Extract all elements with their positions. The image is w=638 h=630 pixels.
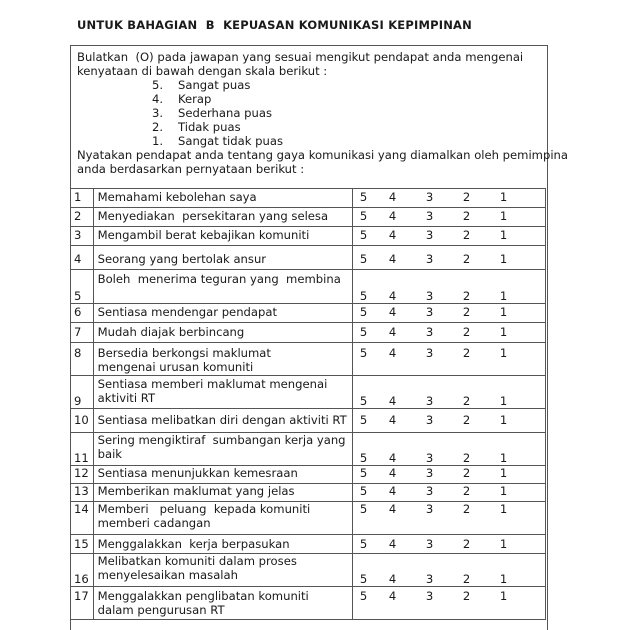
statement-line: Bersedia berkongsi maklumat (97, 346, 271, 360)
statement-line: Menggalakkan penglibatan komuniti (97, 589, 309, 603)
table-row (71, 304, 546, 323)
item-number: 9 (71, 376, 94, 409)
table-row (71, 535, 546, 554)
score-option[interactable]: 3 (425, 305, 434, 319)
statement-line: dalam pengurusan RT (97, 603, 225, 617)
score-option[interactable]: 2 (462, 209, 471, 223)
table-row (71, 227, 546, 246)
scale-legend (77, 78, 543, 148)
statement-line: Sering mengiktiraf sumbangan kerja yang (97, 433, 346, 447)
score-option[interactable]: 1 (499, 325, 508, 339)
score-option[interactable]: 3 (425, 190, 434, 204)
score-option[interactable]: 1 (499, 346, 508, 360)
score-option[interactable]: 5 (359, 502, 368, 516)
score-option[interactable]: 1 (499, 190, 508, 204)
item-number: 4 (71, 246, 94, 270)
statement-line: Sentiasa menunjukkan kemesraan (97, 466, 298, 480)
statement-line: Mudah diajak berbincang (97, 325, 245, 339)
page-title: UNTUK BAHAGIAN B KEPUASAN KOMUNIKASI KEPIMPINAN (77, 18, 472, 32)
score-option[interactable]: 4 (388, 451, 397, 465)
item-statement (93, 304, 352, 323)
score-option[interactable]: 5 (359, 484, 368, 498)
item-statement (93, 270, 352, 304)
score-option[interactable]: 5 (359, 209, 368, 223)
score-options (353, 376, 546, 409)
table-row (71, 270, 546, 304)
score-option[interactable]: 5 (359, 252, 368, 266)
scale-item: 5. Sangat puas (152, 78, 251, 92)
questionnaire-box (70, 45, 569, 630)
item-statement (93, 484, 352, 502)
score-option[interactable]: 5 (359, 394, 368, 408)
table-row (71, 554, 546, 587)
score-option[interactable]: 2 (462, 305, 471, 319)
statement-line: Menggalakkan kerja berpasukan (97, 537, 290, 551)
item-number: 3 (71, 227, 94, 246)
score-option[interactable]: 5 (359, 413, 368, 427)
score-option[interactable]: 3 (425, 289, 434, 303)
score-option[interactable]: 4 (388, 466, 397, 480)
item-statement (93, 433, 352, 466)
statement-line: aktiviti RT (97, 391, 156, 405)
item-number: 10 (71, 409, 94, 433)
score-option[interactable]: 3 (425, 589, 434, 603)
score-options (353, 323, 546, 343)
score-option[interactable]: 1 (499, 484, 508, 498)
score-option[interactable]: 4 (388, 537, 397, 551)
score-option[interactable]: 1 (499, 394, 508, 408)
item-number: 5 (71, 270, 94, 304)
score-options (353, 227, 546, 246)
score-option[interactable]: 3 (425, 394, 434, 408)
score-option[interactable]: 3 (425, 466, 434, 480)
score-option[interactable]: 4 (388, 484, 397, 498)
table-row (71, 246, 546, 270)
item-statement (93, 554, 352, 587)
score-option[interactable]: 5 (359, 537, 368, 551)
score-option[interactable]: 3 (425, 325, 434, 339)
score-option[interactable]: 5 (359, 305, 368, 319)
statement-line: Memberi peluang kepada komuniti (97, 502, 311, 516)
item-number: 7 (71, 323, 94, 343)
instruction-line: kenyataan di bawah dengan skala berikut : (77, 64, 328, 78)
score-option[interactable]: 4 (388, 325, 397, 339)
scale-item: 1. Sangat tidak puas (152, 134, 283, 148)
score-options (353, 270, 546, 304)
table-row (71, 409, 546, 433)
score-options (353, 535, 546, 554)
score-option[interactable]: 3 (425, 484, 434, 498)
item-number: 1 (71, 189, 94, 208)
score-options (353, 208, 546, 227)
item-number: 16 (71, 554, 94, 587)
score-option[interactable]: 5 (359, 289, 368, 303)
instruction-line: anda berdasarkan pernyataan berikut : (77, 162, 305, 176)
score-option[interactable]: 4 (388, 346, 397, 360)
score-option[interactable]: 4 (388, 413, 397, 427)
score-option[interactable]: 5 (359, 466, 368, 480)
statement-line: Mengambil berat kebajikan komuniti (97, 228, 310, 242)
score-option[interactable]: 4 (388, 252, 397, 266)
statement-line: Seorang yang bertolak ansur (97, 252, 267, 266)
score-option[interactable]: 2 (462, 289, 471, 303)
table-row (71, 587, 546, 620)
item-statement (93, 323, 352, 343)
statement-line: Memberikan maklumat yang jelas (97, 484, 295, 498)
statement-line: Melibatkan komuniti dalam proses (97, 554, 297, 568)
score-option[interactable]: 4 (388, 572, 397, 586)
score-option[interactable]: 1 (499, 413, 508, 427)
score-options (353, 409, 546, 433)
score-options (353, 433, 546, 466)
score-option[interactable]: 1 (499, 228, 508, 242)
score-option[interactable]: 4 (388, 190, 397, 204)
score-option[interactable]: 2 (462, 413, 471, 427)
score-option[interactable]: 1 (499, 451, 508, 465)
statement-line: baik (97, 447, 123, 461)
statement-line: Sentiasa mendengar pendapat (97, 305, 278, 319)
score-option[interactable]: 1 (499, 537, 508, 551)
table-row (71, 484, 546, 502)
score-option[interactable]: 2 (462, 502, 471, 516)
score-option[interactable]: 3 (425, 228, 434, 242)
score-option[interactable]: 2 (462, 451, 471, 465)
statement-line: Sentiasa memberi maklumat mengenai (97, 377, 328, 391)
statement-line: memberi cadangan (97, 516, 211, 530)
score-option[interactable]: 3 (425, 502, 434, 516)
score-option[interactable]: 2 (462, 252, 471, 266)
item-statement (93, 189, 352, 208)
score-option[interactable]: 4 (388, 502, 397, 516)
score-option[interactable]: 4 (388, 589, 397, 603)
score-option[interactable]: 2 (462, 394, 471, 408)
score-option[interactable]: 3 (425, 413, 434, 427)
score-option[interactable]: 2 (462, 466, 471, 480)
item-number: 17 (71, 587, 94, 620)
scale-item: 4. Kerap (152, 92, 212, 106)
statement-line: Sentiasa melibatkan diri dengan aktiviti RT (97, 413, 347, 427)
item-statement (93, 409, 352, 433)
score-options (353, 246, 546, 270)
score-option[interactable]: 3 (425, 209, 434, 223)
score-options (353, 466, 546, 484)
score-option[interactable]: 5 (359, 451, 368, 465)
table-row (71, 433, 546, 466)
score-option[interactable]: 3 (425, 451, 434, 465)
item-statement (93, 587, 352, 620)
score-option[interactable]: 5 (359, 589, 368, 603)
score-option[interactable]: 1 (499, 572, 508, 586)
item-number: 13 (71, 484, 94, 502)
score-option[interactable]: 4 (388, 394, 397, 408)
item-statement (93, 376, 352, 409)
table-row (71, 343, 546, 376)
score-options (353, 587, 546, 620)
statement-line: Memahami kebolehan saya (97, 190, 257, 204)
score-option[interactable]: 3 (425, 252, 434, 266)
table-row (71, 466, 546, 484)
item-number: 15 (71, 535, 94, 554)
table-row (71, 323, 546, 343)
score-option[interactable]: 5 (359, 325, 368, 339)
statement-line: menyelesaikan masalah (97, 568, 238, 582)
score-option[interactable]: 3 (425, 537, 434, 551)
score-options (353, 304, 546, 323)
score-option[interactable]: 4 (388, 228, 397, 242)
item-statement (93, 466, 352, 484)
score-options (353, 343, 546, 376)
table-row (71, 189, 546, 208)
score-option[interactable]: 1 (499, 289, 508, 303)
score-option[interactable]: 5 (359, 346, 368, 360)
item-number: 8 (71, 343, 94, 376)
table-row (71, 502, 546, 535)
score-option[interactable]: 2 (462, 190, 471, 204)
score-options (353, 484, 546, 502)
score-option[interactable]: 2 (462, 325, 471, 339)
table-row (71, 376, 546, 409)
item-statement (93, 208, 352, 227)
item-statement (93, 246, 352, 270)
item-statement (93, 502, 352, 535)
score-option[interactable]: 1 (499, 466, 508, 480)
item-statement (93, 343, 352, 376)
score-option[interactable]: 4 (388, 289, 397, 303)
statement-line: Menyediakan persekitaran yang selesa (97, 209, 329, 223)
instruction-line: Bulatkan (O) pada jawapan yang sesuai mengikut pendapat anda mengenai (77, 50, 524, 64)
questionnaire-table (70, 188, 546, 620)
score-option[interactable]: 1 (499, 252, 508, 266)
item-statement (93, 227, 352, 246)
score-options (353, 189, 546, 208)
instruction-line: Nyatakan pendapat anda tentang gaya komunikasi yang diamalkan oleh pemimpina (77, 148, 569, 162)
score-option[interactable]: 2 (462, 572, 471, 586)
score-options (353, 502, 546, 535)
score-option[interactable]: 2 (462, 484, 471, 498)
item-statement (93, 535, 352, 554)
score-option[interactable]: 4 (388, 209, 397, 223)
scale-item: 2. Tidak puas (152, 120, 241, 134)
item-number: 11 (71, 433, 94, 466)
score-option[interactable]: 5 (359, 572, 368, 586)
score-option[interactable]: 2 (462, 346, 471, 360)
instructions (77, 50, 569, 176)
item-number: 2 (71, 208, 94, 227)
score-option[interactable]: 2 (462, 537, 471, 551)
score-option[interactable]: 1 (499, 589, 508, 603)
statement-line: Boleh menerima teguran yang membina (97, 272, 341, 286)
table-row (71, 208, 546, 227)
score-option[interactable]: 3 (425, 572, 434, 586)
score-option[interactable]: 1 (499, 305, 508, 319)
score-option[interactable]: 5 (359, 228, 368, 242)
item-number: 12 (71, 466, 94, 484)
score-option[interactable]: 3 (425, 346, 434, 360)
score-option[interactable]: 5 (359, 190, 368, 204)
score-option[interactable]: 2 (462, 589, 471, 603)
score-option[interactable]: 4 (388, 305, 397, 319)
item-number: 6 (71, 304, 94, 323)
score-option[interactable]: 2 (462, 228, 471, 242)
score-options (353, 554, 546, 587)
score-option[interactable]: 1 (499, 209, 508, 223)
score-option[interactable]: 1 (499, 502, 508, 516)
statement-line: mengenai urusan komuniti (97, 360, 254, 374)
item-number: 14 (71, 502, 94, 535)
scale-item: 3. Sederhana puas (152, 106, 272, 120)
